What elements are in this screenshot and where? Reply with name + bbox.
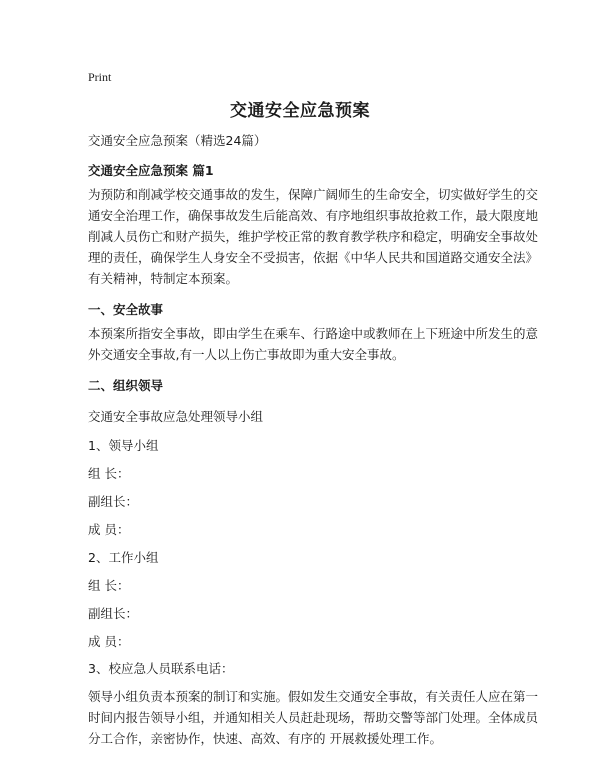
member-field: 成 员： [88, 634, 130, 649]
paragraph-line: 外交通安全事故,有一人以上伤亡事故即为重大安全事故。 [88, 347, 405, 362]
paragraph-line: 分工合作，亲密协作，快速、高效、有序的 开展救援处理工作。 [88, 731, 442, 746]
item-contact-phone: 3、校应急人员联系电话： [88, 661, 234, 676]
intro-line: 理的责任，确保学生人身安全不受损害，依据《中华人民共和国道路交通安全法》 [88, 250, 539, 265]
member-field: 成 员： [88, 522, 130, 537]
section-title: 交通安全应急预案 篇1 [88, 163, 214, 178]
deputy-leader-field: 副组长： [88, 494, 139, 509]
leader-field: 组 长： [88, 578, 130, 593]
intro-line: 为预防和削减学校交通事故的发生，保障广阔师生的生命安全，切实做好学生的交 [88, 187, 539, 202]
group-title: 交通安全事故应急处理领导小组 [88, 409, 264, 424]
document-title: 交通安全应急预案 [230, 101, 370, 121]
item-working-group: 2、工作小组 [88, 550, 159, 565]
paragraph-line: 领导小组负责本预案的制订和实施。假如发生交通安全事故，有关责任人应在第一 [88, 689, 539, 704]
print-link[interactable]: Print [88, 70, 112, 84]
heading-safety-incident: 一、安全故事 [88, 302, 164, 317]
document-subtitle: 交通安全应急预案（精选24篇） [88, 133, 267, 148]
intro-line: 削减人员伤亡和财产损失，维护学校正常的教育教学秩序和稳定，明确安全事故处 [88, 229, 539, 244]
paragraph-line: 时间内报告领导小组，并通知相关人员赶赴现场，帮助交警等部门处理。全体成员 [88, 710, 539, 725]
intro-line: 通安全治理工作，确保事故发生后能高效、有序地组织事故抢救工作，最大限度地 [88, 208, 539, 223]
leader-field: 组 长： [88, 466, 130, 481]
heading-organization: 二、组织领导 [88, 378, 164, 393]
item-leading-group: 1、领导小组 [88, 438, 159, 453]
deputy-leader-field: 副组长： [88, 606, 139, 621]
paragraph-line: 本预案所指安全事故，即由学生在乘车、行路途中或教师在上下班途中所发生的意 [88, 326, 539, 341]
intro-line: 有关精神，特制定本预案。 [88, 271, 239, 286]
